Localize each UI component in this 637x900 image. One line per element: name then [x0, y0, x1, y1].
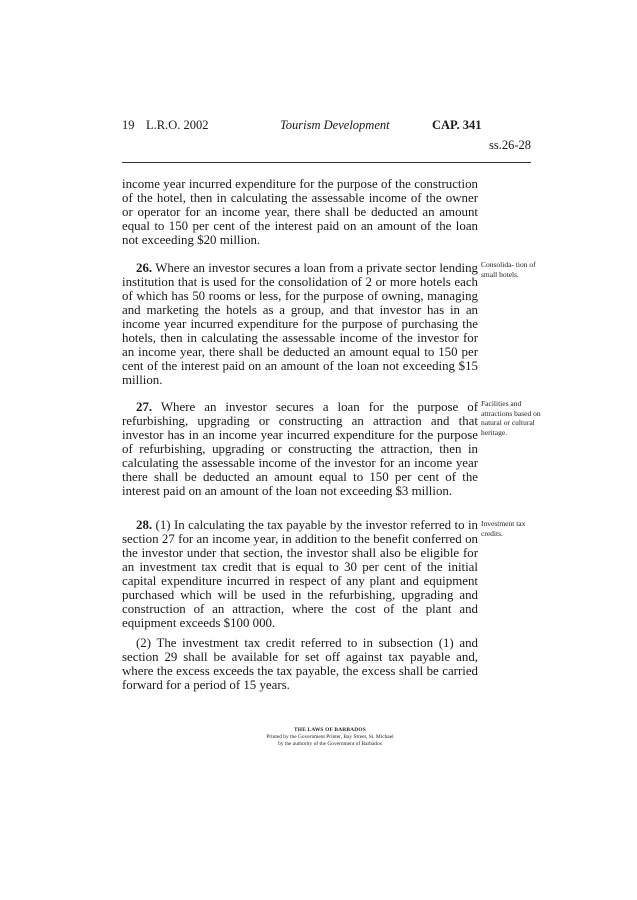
footer-printer-line: Printed by the Government Printer, Bay Street, St. Michael	[266, 734, 394, 740]
subsection-label: (1)	[155, 518, 171, 532]
continuation-text: income year incurred expenditure for the purpose of the construction of the hotel, then in calculating the assessable income of the owner or operator for an income year, there shall be deducted an amount equal to 150 per cent of the interest paid on an amount of the loan not exceeding $20 million.	[122, 177, 478, 247]
subsection-text: The investment tax credit referred to in subsection (1) and section 29 shall be available for set off against tax payable and, where the excess exceeds the tax payable, the excess shall be carried forward for a period of 15 years.	[122, 636, 478, 692]
running-header	[122, 118, 532, 134]
section-28	[122, 518, 478, 692]
margin-note-26: Consolida- tion of small hotels.	[481, 260, 536, 279]
section-27	[122, 400, 478, 498]
margin-note-27: Facilities and attractions based on natural or cultural heritage.	[481, 399, 541, 437]
footer-title: THE LAWS OF BARBADOS	[294, 727, 366, 733]
section-text: Where an investor secures a loan from a private sector lending institution that is used for the consolidation of 2 or more hotels each of which has 50 rooms or less, for the purpose of owning, managing and marketing the hotels as a group, and that investor has in an income year incurred expenditure for the purpose of purchasing the hotels, then in calculating the assessable income of the investor for an income year, there shall be deducted an amount equal to 150 per cent of the interest paid on an amount of the loan not exceeding $15 million.	[122, 261, 478, 387]
section-number: 28.	[136, 518, 153, 532]
chapter-number: CAP. 341	[432, 118, 482, 132]
section-text: Where an investor secures a loan for the purpose of refurbishing, upgrading or constructing an attraction and that investor has in an income year incurred expenditure for the purpose of refurbishing, upgrading or constructing the attraction, then in calculating the assessable income of the investor for an income year there shall be deducted an amount equal to 150 per cent of the interest paid on an amount of the loan not exceeding $3 million.	[122, 400, 478, 498]
section-26	[122, 261, 478, 387]
page-number: 19	[122, 118, 135, 132]
continuation-paragraph	[122, 177, 478, 247]
act-title: Tourism Development	[280, 118, 390, 132]
header-divider	[122, 162, 531, 163]
subsection-label: (2)	[136, 636, 152, 650]
section-number: 27.	[136, 400, 153, 414]
section-number: 26.	[136, 261, 153, 275]
edition-label: L.R.O. 2002	[146, 118, 209, 132]
page-footer	[200, 727, 460, 748]
sections-range: ss.26-28	[488, 138, 531, 152]
margin-note-28: Investment tax credits.	[481, 519, 526, 538]
subsection-text: In calculating the tax payable by the investor referred to in section 27 for an income year, in addition to the benefit conferred on the investor under that section, the investor shall also be eligible for an investment tax credit that is equal to 30 per cent of the initial capital expenditure incurred in respect of any plant and equipment purchased which will be used in the refurbishing, upgrading and construction of an attraction, where the cost of the plant and equipment exceeds $100 000.	[122, 518, 478, 630]
footer-authority-line: by the authority of the Government of Barbados	[278, 741, 382, 747]
